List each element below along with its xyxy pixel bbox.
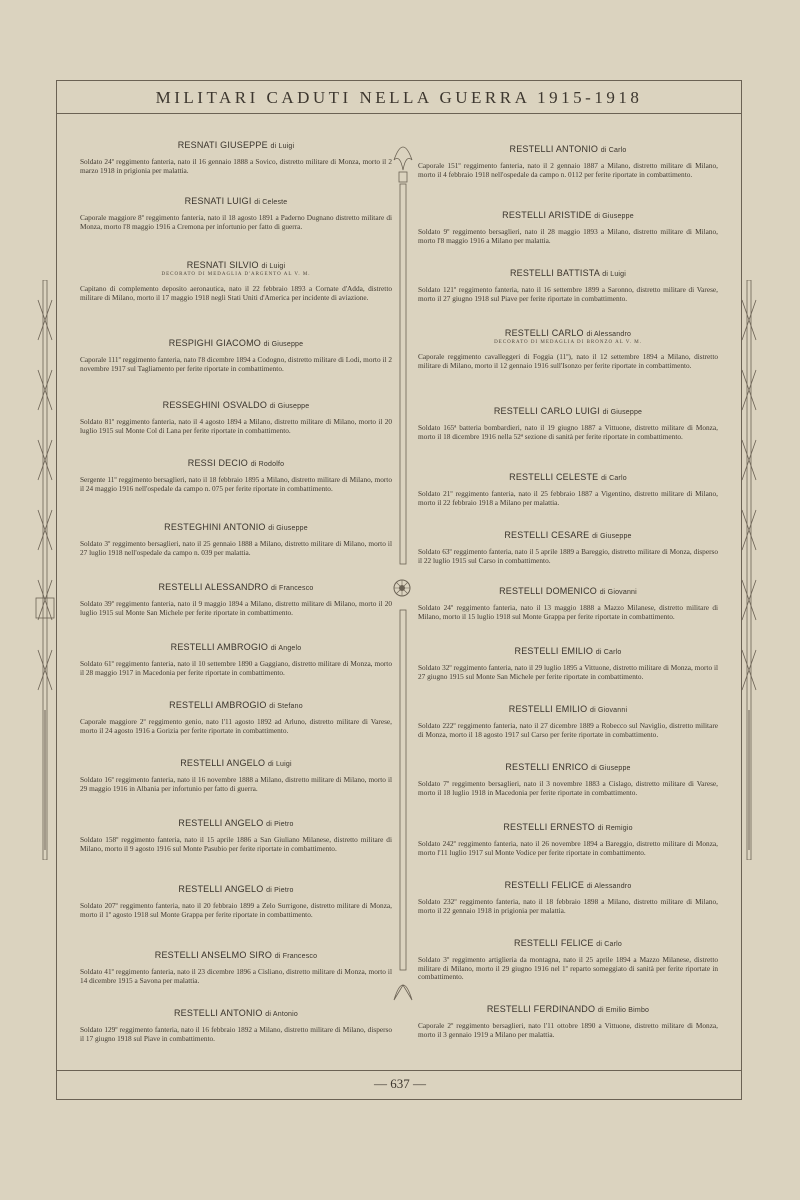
entry-name: RESTELLI DOMENICO di Giovanni bbox=[499, 586, 637, 596]
entry-description: Soldato 7º reggimento bersaglieri, nato il 3 novembre 1883 a Cislago, distretto militare di Varese, morto il 18 luglio 1918 in Macedonia per ferite riportate in combattimento. bbox=[418, 779, 718, 797]
decoration-note: DECORATO DI MEDAGLIA DI BRONZO AL V. M. bbox=[494, 340, 642, 345]
entry-card bbox=[80, 400, 392, 435]
footer-rule bbox=[56, 1070, 742, 1071]
entry-card bbox=[80, 582, 392, 617]
page-number: — 637 — bbox=[374, 1076, 426, 1091]
entry-description: Sergente 11º reggimento bersaglieri, nato il 18 febbraio 1895 a Milano, distretto militare di Milano, morto il 24 maggio 1916 nell'ospedale da campo n. 075 per ferite riportate in combattimento. bbox=[80, 475, 392, 493]
entry-name: RESPIGHI GIACOMO di Giuseppe bbox=[168, 338, 304, 348]
entry-card bbox=[418, 530, 718, 565]
entry-card bbox=[418, 1004, 718, 1039]
entry-name: RESTELLI ANGELO di Pietro bbox=[178, 884, 294, 894]
entry-description: Soldato 165ª batteria bombardieri, nato il 19 giugno 1887 a Vittuone, distretto militare di Monza, morto il 18 dicembre 1916 nella 52ª sezione di sanità per ferite riportate in combattimento. bbox=[418, 423, 718, 441]
entry-description: Soldato 32º reggimento fanteria, nato il 29 luglio 1895 a Vittuone, distretto militare di Monza, morto il 27 giugno 1915 sul Monte San Michele per ferite riportate in combattimento. bbox=[418, 663, 718, 681]
entry-card bbox=[418, 210, 718, 245]
entry-name: RESTELLI ANTONIO di Carlo bbox=[509, 144, 627, 154]
entry-description: Soldato 207º reggimento fanteria, nato il 20 febbraio 1899 a Zelo Surrigone, distretto militare di Monza, morto il 1º agosto 1918 sul Monte Grappa per ferite riportate in combattimento. bbox=[80, 901, 392, 919]
entry-name: RESTELLI ANSELMO SIRO di Francesco bbox=[154, 950, 318, 960]
entry-name: RESTELLI AMBROGIO di Angelo bbox=[170, 642, 302, 652]
entry-description: Soldato 121º reggimento fanteria, nato il 16 settembre 1899 a Saronno, distretto militare di Varese, morto il 27 giugno 1918 sul Piave per ferite riportate in combattimento. bbox=[418, 285, 718, 303]
entry-card bbox=[418, 472, 718, 507]
entry-name: RESTEGHINI ANTONIO di Giuseppe bbox=[164, 522, 308, 532]
entry-description: Soldato 9º reggimento bersaglieri, nato il 28 maggio 1893 a Milano, distretto militare di Milano, morto l'8 maggio 1916 a Milano per malattia. bbox=[418, 227, 718, 245]
entry-card bbox=[418, 268, 718, 303]
entry-description: Soldato 41º reggimento fanteria, nato il 23 dicembre 1896 a Cisliano, distretto militare di Monza, morto il 14 dicembre 1915 a Savona per malattia. bbox=[80, 967, 392, 985]
entry-description: Soldato 21º reggimento fanteria, nato il 25 febbraio 1887 a Vigentino, distretto militare di Milano, morto il 22 febbraio 1918 a Milano per malattia. bbox=[418, 489, 718, 507]
entry-name: RESTELLI BATTISTA di Luigi bbox=[509, 268, 627, 278]
entry-description: Soldato 222º reggimento fanteria, nato il 27 dicembre 1889 a Robecco sul Naviglio, distretto militare di Monza, morto il 18 agosto 1917 sul Carso per ferite riportate in combattimento. bbox=[418, 721, 718, 739]
entry-description: Soldato 61º reggimento fanteria, nato il 10 settembre 1890 a Gaggiano, distretto militare di Monza, morto il 28 maggio 1917 in Macedonia per ferite riportate in combattimento. bbox=[80, 659, 392, 677]
entry-name: RESTELLI CELESTE di Carlo bbox=[509, 472, 627, 482]
entry-name: RESTELLI EMILIO di Carlo bbox=[514, 646, 622, 656]
entry-card bbox=[418, 406, 718, 441]
entry-description: Caporale reggimento cavalleggeri di Foggia (11º), nato il 12 settembre 1894 a Milano, distretto militare di Milano, morto il 12 gennaio 1916 sull'Isonzo per ferite riportate in combattimento. bbox=[418, 352, 718, 370]
entry-description: Soldato 232º reggimento fanteria, nato il 18 febbraio 1898 a Milano, distretto militare di Milano, morto il 22 gennaio 1918 in prigionia per malattia. bbox=[418, 897, 718, 915]
header-rule bbox=[56, 113, 742, 114]
page-title: MILITARI CADUTI NELLA GUERRA 1915-1918 bbox=[155, 88, 643, 107]
entry-description: Soldato 242º reggimento fanteria, nato il 26 novembre 1894 a Bareggio, distretto militare di Monza, morto l'11 luglio 1917 sul Monte Vodice per ferite riportate in combattimento. bbox=[418, 839, 718, 857]
entry-name: RESTELLI ANTONIO di Antonio bbox=[173, 1008, 298, 1018]
center-rosette-icon bbox=[392, 578, 412, 598]
decoration-note: DECORATO DI MEDAGLIA D'ARGENTO AL V. M. bbox=[161, 272, 311, 277]
entry-name: RESTELLI EMILIO di Giovanni bbox=[508, 704, 628, 714]
entry-card bbox=[80, 884, 392, 919]
entry-card bbox=[80, 458, 392, 493]
entry-card bbox=[418, 822, 718, 857]
entry-name: RESTELLI FELICE di Carlo bbox=[514, 938, 622, 948]
entry-description: Caporale 151º reggimento fanteria, nato il 2 gennaio 1887 a Milano, distretto militare di Milano, morto il 4 febbraio 1918 nell'ospedale da campo n. 0112 per ferite riportate in combattimento. bbox=[418, 161, 718, 179]
entry-description: Soldato 158º reggimento fanteria, nato il 15 aprile 1886 a San Giuliano Milanese, distretto militare di Milano, morto il 9 agosto 1916 sul Monte Pasubio per ferite riportate in combattimento. bbox=[80, 835, 392, 853]
entry-description: Caporale maggiore 2º reggimento genio, nato l'11 agosto 1892 ad Arluno, distretto militare di Varese, morto il 24 agosto 1916 a Gorizia per ferite riportate in combattimento. bbox=[80, 717, 392, 735]
entry-description: Soldato 24º reggimento fanteria, nato il 16 gennaio 1888 a Sovico, distretto militare di Monza, morto il 2 marzo 1918 in prigionia per malattia. bbox=[80, 157, 392, 175]
entry-name: RESTELLI ARISTIDE di Giuseppe bbox=[502, 210, 634, 220]
entry-description: Soldato 63º reggimento fanteria, nato il 5 aprile 1889 a Bareggio, distretto militare di Monza, disperso il 22 luglio 1915 sul Carso in combattimento. bbox=[418, 547, 718, 565]
entry-card bbox=[80, 642, 392, 677]
entry-name: RESTELLI ANGELO di Pietro bbox=[178, 818, 294, 828]
entry-description: Soldato 129º reggimento fanteria, nato il 16 febbraio 1892 a Milano, distretto militare di Milano, disperso il 17 giugno 1918 sul Piave in combattimento. bbox=[80, 1025, 392, 1043]
entry-name: RESTELLI FERDINANDO di Emilio Bimbo bbox=[486, 1004, 650, 1014]
entry-description: Soldato 16º reggimento fanteria, nato il 16 novembre 1888 a Milano, distretto militare di Milano, morto il 29 maggio 1916 in Albania per infortunio per fatto di guerra. bbox=[80, 775, 392, 793]
entry-name: RESTELLI CESARE di Giuseppe bbox=[504, 530, 632, 540]
entry-name: RESNATI LUIGI di Celeste bbox=[184, 196, 288, 206]
entry-card bbox=[418, 880, 718, 915]
entry-card bbox=[418, 586, 718, 621]
entry-name: RESNATI SILVIO di Luigi bbox=[186, 260, 286, 270]
entry-name: RESSI DECIO di Rodolfo bbox=[187, 458, 285, 468]
entry-name: RESNATI GIUSEPPE di Luigi bbox=[177, 140, 295, 150]
entry-name: RESTELLI ERNESTO di Remigio bbox=[503, 822, 633, 832]
entry-name: RESSEGHINI OSVALDO di Giuseppe bbox=[162, 400, 310, 410]
entry-name: RESTELLI CARLO LUIGI di Giuseppe bbox=[493, 406, 643, 416]
entry-name: RESTELLI ENRICO di Giuseppe bbox=[505, 762, 631, 772]
entry-description: Capitano di complemento deposito aeronautica, nato il 22 febbraio 1893 a Cornate d'Adda, distretto militare di Milano, morto il 17 maggio 1918 negli Stati Uniti d'America per incidente di aviazione. bbox=[80, 284, 392, 302]
entry-card bbox=[80, 196, 392, 231]
entry-card bbox=[80, 260, 392, 302]
entry-description: Soldato 3º reggimento bersaglieri, nato il 25 gennaio 1888 a Milano, distretto militare di Milano, morto il 27 luglio 1918 nell'ospedale da campo n. 039 per malattia. bbox=[80, 539, 392, 557]
entry-name: RESTELLI FELICE di Alessandro bbox=[504, 880, 632, 890]
entry-description: Soldato 3º reggimento artiglieria da montagna, nato il 25 aprile 1894 a Mazzo Milanese, distretto militare di Milano, morto il 29 giugno 1916 nel 1º reparto someggiato di sanità per ferite riportate in combattimento. bbox=[418, 955, 718, 982]
left-sword-ornament-icon bbox=[34, 280, 56, 860]
entry-card bbox=[418, 704, 718, 739]
entry-card bbox=[418, 762, 718, 797]
entry-card bbox=[80, 758, 392, 793]
entry-card bbox=[80, 338, 392, 373]
entry-card bbox=[80, 700, 392, 735]
entry-card bbox=[418, 646, 718, 681]
right-sword-ornament-icon bbox=[738, 280, 760, 860]
entry-card bbox=[418, 328, 718, 370]
entry-description: Soldato 39º reggimento fanteria, nato il 9 maggio 1894 a Milano, distretto militare di Milano, morto il 20 luglio 1915 sul Monte San Michele per ferite riportate in combattimento. bbox=[80, 599, 392, 617]
entry-name: RESTELLI ALESSANDRO di Francesco bbox=[158, 582, 314, 592]
entry-name: RESTELLI ANGELO di Luigi bbox=[180, 758, 292, 768]
entry-card bbox=[418, 144, 718, 179]
entry-description: Soldato 24º reggimento fanteria, nato il 13 maggio 1888 a Mazzo Milanese, distretto militare di Milano, morto il 15 luglio 1918 sul Monte Grappa per ferite riportate in combattimento. bbox=[418, 603, 718, 621]
entry-name: RESTELLI CARLO di Alessandro bbox=[504, 328, 632, 338]
entry-card bbox=[418, 938, 718, 982]
entry-name: RESTELLI AMBROGIO di Stefano bbox=[169, 700, 303, 710]
entry-card bbox=[80, 1008, 392, 1043]
entry-description: Caporale 111º reggimento fanteria, nato l'8 dicembre 1894 a Codogno, distretto militare di Lodi, morto il 2 novembre 1917 sul Tagliamento per ferite riportate in combattimento. bbox=[80, 355, 392, 373]
entry-description: Soldato 81º reggimento fanteria, nato il 4 agosto 1894 a Milano, distretto militare di Milano, morto il 20 luglio 1915 sul Monte Col di Lana per ferite riportate in combattimento. bbox=[80, 417, 392, 435]
entry-description: Caporale 2º reggimento bersaglieri, nato l'11 ottobre 1890 a Vittuone, distretto militare di Monza, morto il 3 gennaio 1919 a Milano per malattia. bbox=[418, 1021, 718, 1039]
entry-card bbox=[80, 818, 392, 853]
entry-card bbox=[80, 140, 392, 175]
entry-card bbox=[80, 522, 392, 557]
entry-description: Caporale maggiore 8º reggimento fanteria, nato il 18 agosto 1891 a Paderno Dugnano distretto militare di Monza, morto l'8 maggio 1916 a Cremona per infortunio per fatto di guerra. bbox=[80, 213, 392, 231]
entry-card bbox=[80, 950, 392, 985]
